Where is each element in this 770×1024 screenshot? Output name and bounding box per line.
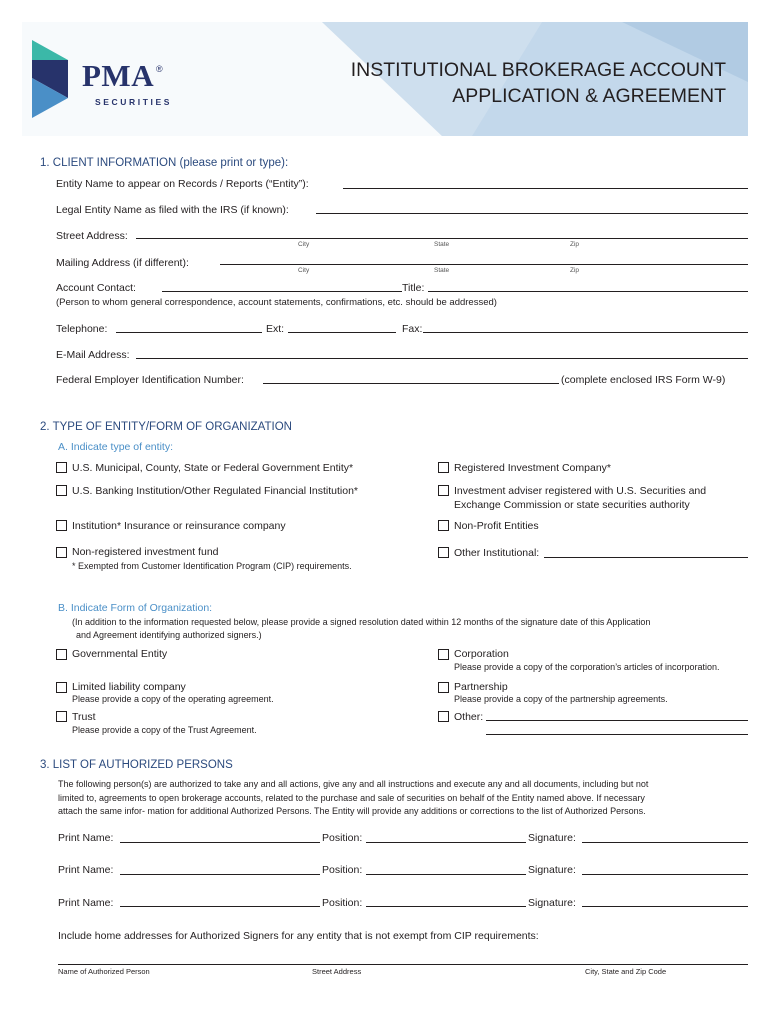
- signature-field-1[interactable]: [582, 842, 748, 843]
- trust-label: Trust: [72, 711, 96, 723]
- section-2-heading: 2. TYPE OF ENTITY/FORM OF ORGANIZATION: [40, 421, 292, 433]
- col-city-state-zip: City, State and Zip Code: [585, 967, 667, 976]
- contact-note: (Person to whom general correspondence, account statements, confirmations, etc. should be addressed): [56, 297, 497, 308]
- llc-label: Limited liability company: [72, 681, 186, 693]
- section-1-heading: 1. CLIENT INFORMATION (please print or type):: [40, 157, 289, 169]
- authorized-persons-paragraph: [58, 778, 648, 819]
- contact-title-label: Title:: [402, 282, 425, 294]
- fein-field[interactable]: [263, 383, 559, 384]
- position-label-1: Position:: [322, 832, 363, 844]
- fax-label: Fax:: [402, 323, 423, 335]
- checkbox-investment-adviser[interactable]: [438, 485, 449, 496]
- col-authorized-person: Name of Authorized Person: [58, 967, 150, 976]
- mailing-zip-caption: Zip: [570, 267, 580, 274]
- mailing-city-caption: City: [298, 267, 310, 274]
- other-form-field-2[interactable]: [486, 734, 748, 735]
- logo-registered: ®: [156, 64, 163, 74]
- investment-fund-label: Non-registered investment fund: [72, 546, 219, 558]
- telephone-field[interactable]: [116, 332, 262, 333]
- paragraph-line-1: The following person(s) are authorized to take any and all actions, give any and all instructions and execute any and all documents, including but not: [58, 779, 649, 789]
- mailing-address-field[interactable]: [220, 264, 748, 265]
- other-institutional-label: Other Institutional:: [454, 547, 540, 559]
- home-address-field[interactable]: [58, 964, 748, 965]
- print-name-field-2[interactable]: [120, 874, 320, 875]
- registered-investment-company-label: Registered Investment Company*: [454, 462, 611, 474]
- position-label-3: Position:: [322, 897, 363, 909]
- checkbox-banking-institution[interactable]: [56, 485, 67, 496]
- print-name-label-3: Print Name:: [58, 897, 114, 909]
- entity-type-heading: A. Indicate type of entity:: [58, 441, 173, 453]
- other-form-field-1[interactable]: [486, 720, 748, 721]
- other-institutional-field[interactable]: [544, 557, 748, 558]
- print-name-field-1[interactable]: [120, 842, 320, 843]
- street-state-caption: State: [434, 241, 450, 248]
- account-contact-label: Account Contact:: [56, 282, 136, 294]
- banking-institution-label: U.S. Banking Institution/Other Regulated Financial Institution*: [72, 485, 358, 497]
- ext-field[interactable]: [288, 332, 396, 333]
- other-form-label: Other:: [454, 711, 484, 723]
- pma-logo-icon: [32, 40, 72, 118]
- checkbox-llc[interactable]: [56, 682, 67, 693]
- organization-form-heading: B. Indicate Form of Organization:: [58, 602, 213, 614]
- paragraph-line-3: attach the same infor- mation for additional Authorized Persons. The Entity will provide any additions or corrections to the list of Authorized Persons.: [58, 806, 646, 816]
- paragraph-line-2: limited to, agreements to open brokerage accounts, related to the purchase and sale of securities on behalf of the Entity named above. If necessary: [58, 792, 645, 803]
- checkbox-partnership[interactable]: [438, 682, 449, 693]
- signature-label-1: Signature:: [528, 832, 576, 844]
- position-field-1[interactable]: [366, 842, 526, 843]
- checkbox-non-profit[interactable]: [438, 520, 449, 531]
- print-name-label-2: Print Name:: [58, 864, 114, 876]
- entity-name-field[interactable]: [343, 188, 748, 189]
- title-line-1: INSTITUTIONAL BROKERAGE ACCOUNT: [350, 59, 726, 81]
- governmental-entity-label: Governmental Entity: [72, 648, 168, 660]
- investment-adviser-label-2: Exchange Commission or state securities authority: [454, 499, 690, 511]
- partnership-label: Partnership: [454, 681, 508, 693]
- logo-subtitle: SECURITIES: [95, 97, 173, 107]
- page-title: [351, 57, 726, 109]
- checkbox-insurance-company[interactable]: [56, 520, 67, 531]
- fein-label: Federal Employer Identification Number:: [56, 374, 244, 386]
- government-entity-label: U.S. Municipal, County, State or Federal Government Entity*: [72, 462, 354, 474]
- print-name-label-1: Print Name:: [58, 832, 114, 844]
- street-zip-caption: Zip: [570, 241, 580, 248]
- mailing-state-caption: State: [434, 267, 450, 274]
- trust-note: Please provide a copy of the Trust Agreement.: [72, 725, 257, 735]
- checkbox-investment-fund[interactable]: [56, 547, 67, 558]
- legal-name-label: Legal Entity Name as filed with the IRS (if known):: [56, 204, 289, 216]
- llc-note: Please provide a copy of the operating agreement.: [72, 694, 274, 704]
- corporation-label: Corporation: [454, 648, 509, 660]
- col-street-address: Street Address: [312, 967, 362, 976]
- signature-field-2[interactable]: [582, 874, 748, 875]
- position-field-2[interactable]: [366, 874, 526, 875]
- entity-name-label: Entity Name to appear on Records / Reports (“Entity”):: [56, 178, 309, 190]
- position-field-3[interactable]: [366, 906, 526, 907]
- signature-field-3[interactable]: [582, 906, 748, 907]
- title-line-2: APPLICATION & AGREEMENT: [452, 85, 726, 107]
- account-contact-field[interactable]: [162, 291, 402, 292]
- resolution-note-2: and Agreement identifying authorized signers.): [76, 630, 262, 640]
- mailing-address-label: Mailing Address (if different):: [56, 257, 189, 269]
- ext-label: Ext:: [266, 323, 285, 335]
- home-address-note: Include home addresses for Authorized Signers for any entity that is not exempt from CIP requirements:: [58, 930, 539, 942]
- print-name-field-3[interactable]: [120, 906, 320, 907]
- email-label: E-Mail Address:: [56, 349, 130, 361]
- fax-field[interactable]: [423, 332, 748, 333]
- checkbox-registered-investment-company[interactable]: [438, 462, 449, 473]
- insurance-company-label: Institution* Insurance or reinsurance company: [72, 520, 286, 532]
- legal-name-field[interactable]: [316, 213, 748, 214]
- non-profit-label: Non-Profit Entities: [454, 520, 539, 532]
- street-city-caption: City: [298, 241, 310, 248]
- street-address-field[interactable]: [136, 238, 748, 239]
- street-address-label: Street Address:: [56, 230, 128, 242]
- checkbox-government-entity[interactable]: [56, 462, 67, 473]
- checkbox-corporation[interactable]: [438, 649, 449, 660]
- resolution-note-1: (In addition to the information requested below, please provide a signed resolution dated within 12 months of the signature date of this Application: [72, 617, 651, 627]
- email-field[interactable]: [136, 358, 748, 359]
- investment-adviser-label-1: Investment adviser registered with U.S. Securities and: [454, 485, 707, 497]
- corporation-note: Please provide a copy of the corporation’s articles of incorporation.: [454, 662, 720, 672]
- checkbox-trust[interactable]: [56, 711, 67, 722]
- checkbox-governmental-entity[interactable]: [56, 649, 67, 660]
- signature-label-2: Signature:: [528, 864, 576, 876]
- checkbox-other-institutional[interactable]: [438, 547, 449, 558]
- telephone-label: Telephone:: [56, 323, 108, 335]
- position-label-2: Position:: [322, 864, 363, 876]
- checkbox-other-form[interactable]: [438, 711, 449, 722]
- signature-label-3: Signature:: [528, 897, 576, 909]
- section-3-heading: 3. LIST OF AUTHORIZED PERSONS: [40, 759, 233, 771]
- contact-title-field[interactable]: [428, 291, 748, 292]
- cip-exempt-note: * Exempted from Customer Identification Program (CIP) requirements.: [72, 561, 352, 571]
- logo-text: PMA: [82, 58, 155, 93]
- partnership-note: Please provide a copy of the partnership agreements.: [454, 694, 668, 704]
- fein-note: (complete enclosed IRS Form W-9): [561, 374, 726, 386]
